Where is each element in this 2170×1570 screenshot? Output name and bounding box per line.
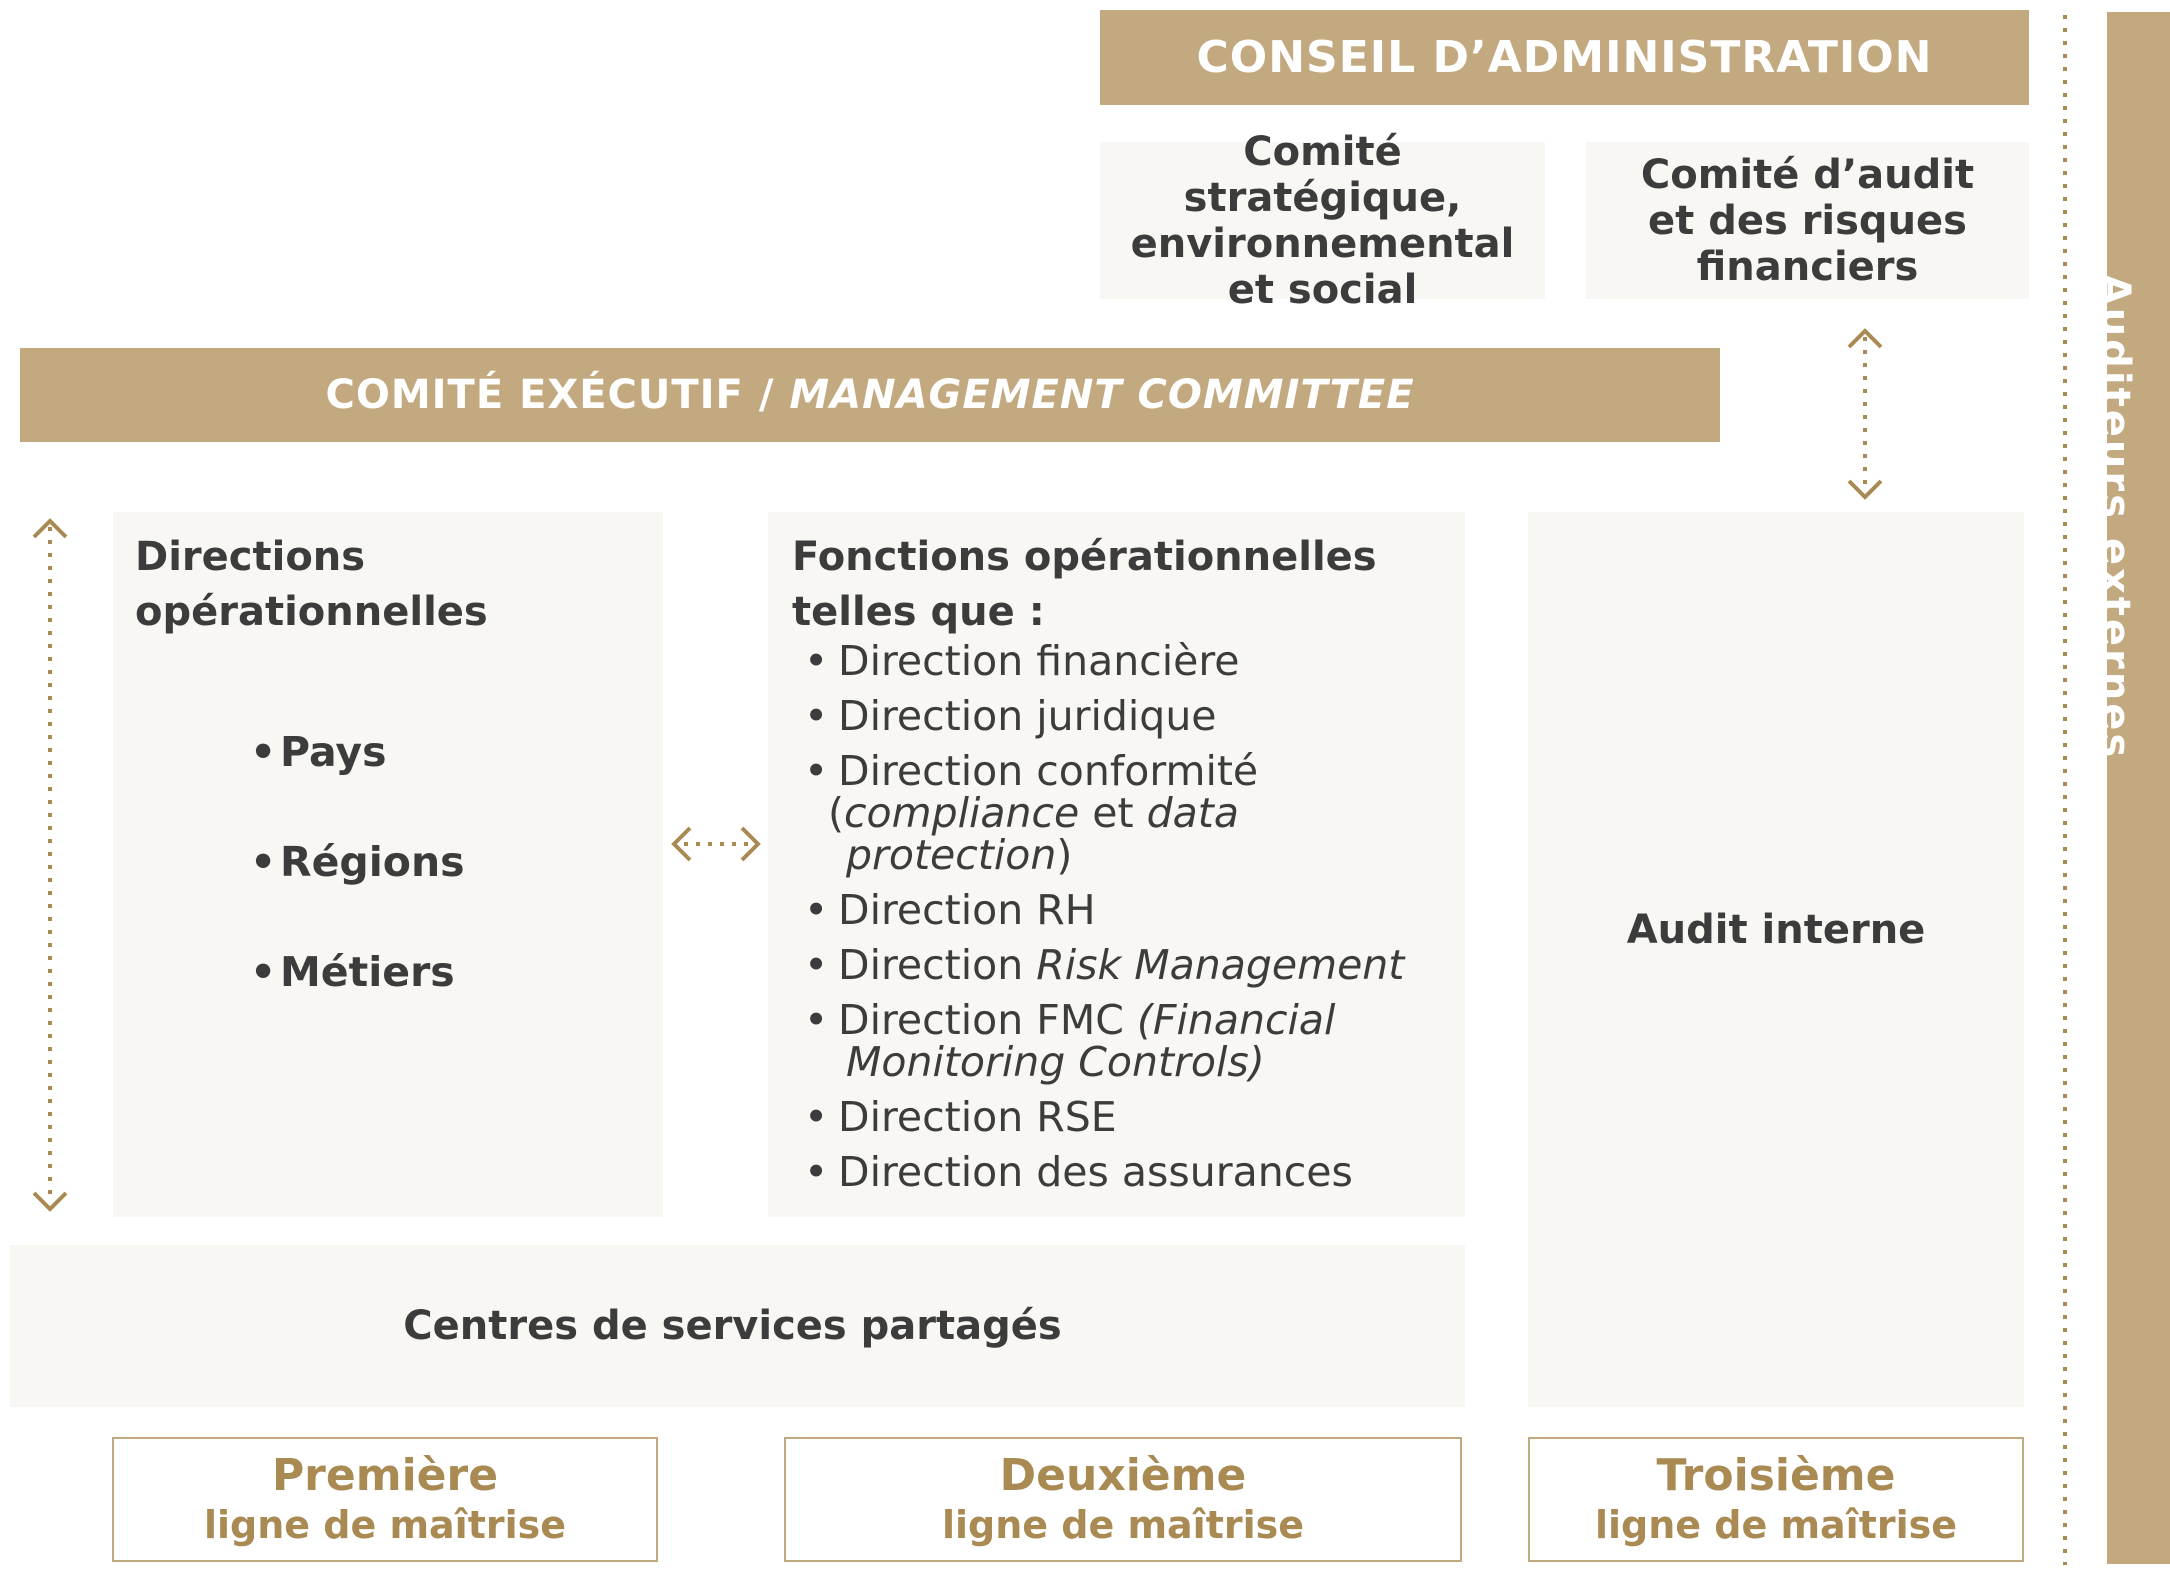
vertical-double-arrow-icon (25, 515, 75, 1215)
strategy-committee-box (1100, 128, 1545, 313)
shared-services-label: Centres de services partagés (403, 1303, 1062, 1349)
board-band (1100, 10, 2029, 105)
dotted-separator (2060, 10, 2070, 1570)
risk-label: Direction (838, 941, 1037, 989)
functions-list (792, 637, 1465, 1196)
second-line-of-control (784, 1437, 1462, 1562)
arrow-down-head (34, 1193, 66, 1209)
compliance-label: Direction conformité (838, 747, 1259, 795)
operational-functions-box (768, 512, 1465, 1217)
list-item: • Direction juridique (792, 695, 1465, 737)
external-auditors-label: Auditeurs externes (2092, 273, 2138, 761)
compliance-mid: et (1079, 789, 1147, 837)
audit-committee-line-1: Comité d’audit (1640, 151, 1975, 198)
list-item: • Régions (250, 835, 663, 890)
list-item: • Direction financière (792, 640, 1465, 682)
third-line-label: ligne de maîtrise (1594, 1502, 1958, 1547)
external-auditors-band (2092, 12, 2170, 1564)
first-line-rank: Première (271, 1449, 499, 1501)
executive-committee-separator: / (743, 372, 790, 418)
compliance-close: ) (1056, 831, 1073, 879)
audit-double-arrow-icon (1843, 325, 1887, 503)
compliance-open: ( (828, 789, 844, 837)
executive-committee-label-italic: MANAGEMENT COMMITTEE (789, 372, 1415, 418)
strategy-committee-line-2: environnemental (1130, 220, 1515, 267)
board-title: CONSEIL D’ADMINISTRATION (1196, 32, 1933, 83)
first-line-of-control (112, 1437, 658, 1562)
audit-committee-line-2: et des risques (1648, 197, 1967, 244)
list-item (792, 941, 1465, 989)
horizontal-double-arrow-icon (668, 822, 764, 866)
executive-committee-label: COMITÉ EXÉCUTIF (325, 372, 744, 418)
strategy-committee-line-1: Comité stratégique, (1183, 128, 1462, 221)
first-line-label: ligne de maîtrise (203, 1502, 567, 1547)
third-line-of-control (1528, 1437, 2024, 1562)
operational-directions-box (113, 512, 663, 1217)
operational-functions-title-line-1: Fonctions opérationnelles (792, 534, 1377, 580)
list-item: • Direction des assurances (792, 1151, 1465, 1193)
operational-directions-list (250, 725, 663, 1000)
strategy-committee-line-3: et social (1227, 266, 1418, 313)
shared-services-box (10, 1245, 1465, 1407)
audit-committee-box (1586, 142, 2029, 299)
second-line-rank: Deuxième (999, 1449, 1247, 1501)
compliance-italic-1: compliance (844, 789, 1080, 837)
compliance-italic-3: protection (846, 831, 1057, 879)
fmc-italic-2: Monitoring Controls) (846, 1038, 1265, 1086)
list-item: • Pays (250, 725, 663, 780)
compliance-italic-2: data (1146, 789, 1239, 837)
operational-directions-title-line-2: opérationnelles (135, 589, 488, 635)
list-item (792, 747, 1465, 879)
second-line-label: ligne de maîtrise (941, 1502, 1305, 1547)
operational-functions-title (792, 530, 1465, 640)
list-item (792, 996, 1465, 1086)
fmc-label: Direction FMC (838, 996, 1137, 1044)
list-item: • Métiers (250, 945, 663, 1000)
executive-committee-band (20, 348, 1720, 442)
fmc-italic-1: (Financial (1136, 996, 1336, 1044)
operational-functions-title-line-2: telles que : (792, 589, 1045, 635)
internal-audit-label: Audit interne (1626, 906, 1926, 953)
third-line-rank: Troisième (1656, 1449, 1896, 1501)
audit-committee-line-3: financiers (1696, 243, 1919, 290)
list-item: • Direction RH (792, 889, 1465, 931)
internal-audit-box (1528, 512, 2024, 1407)
risk-italic: Risk Management (1036, 941, 1405, 989)
list-item: • Direction RSE (792, 1096, 1465, 1138)
operational-directions-title (135, 530, 663, 640)
operational-directions-title-line-1: Directions (135, 534, 366, 580)
